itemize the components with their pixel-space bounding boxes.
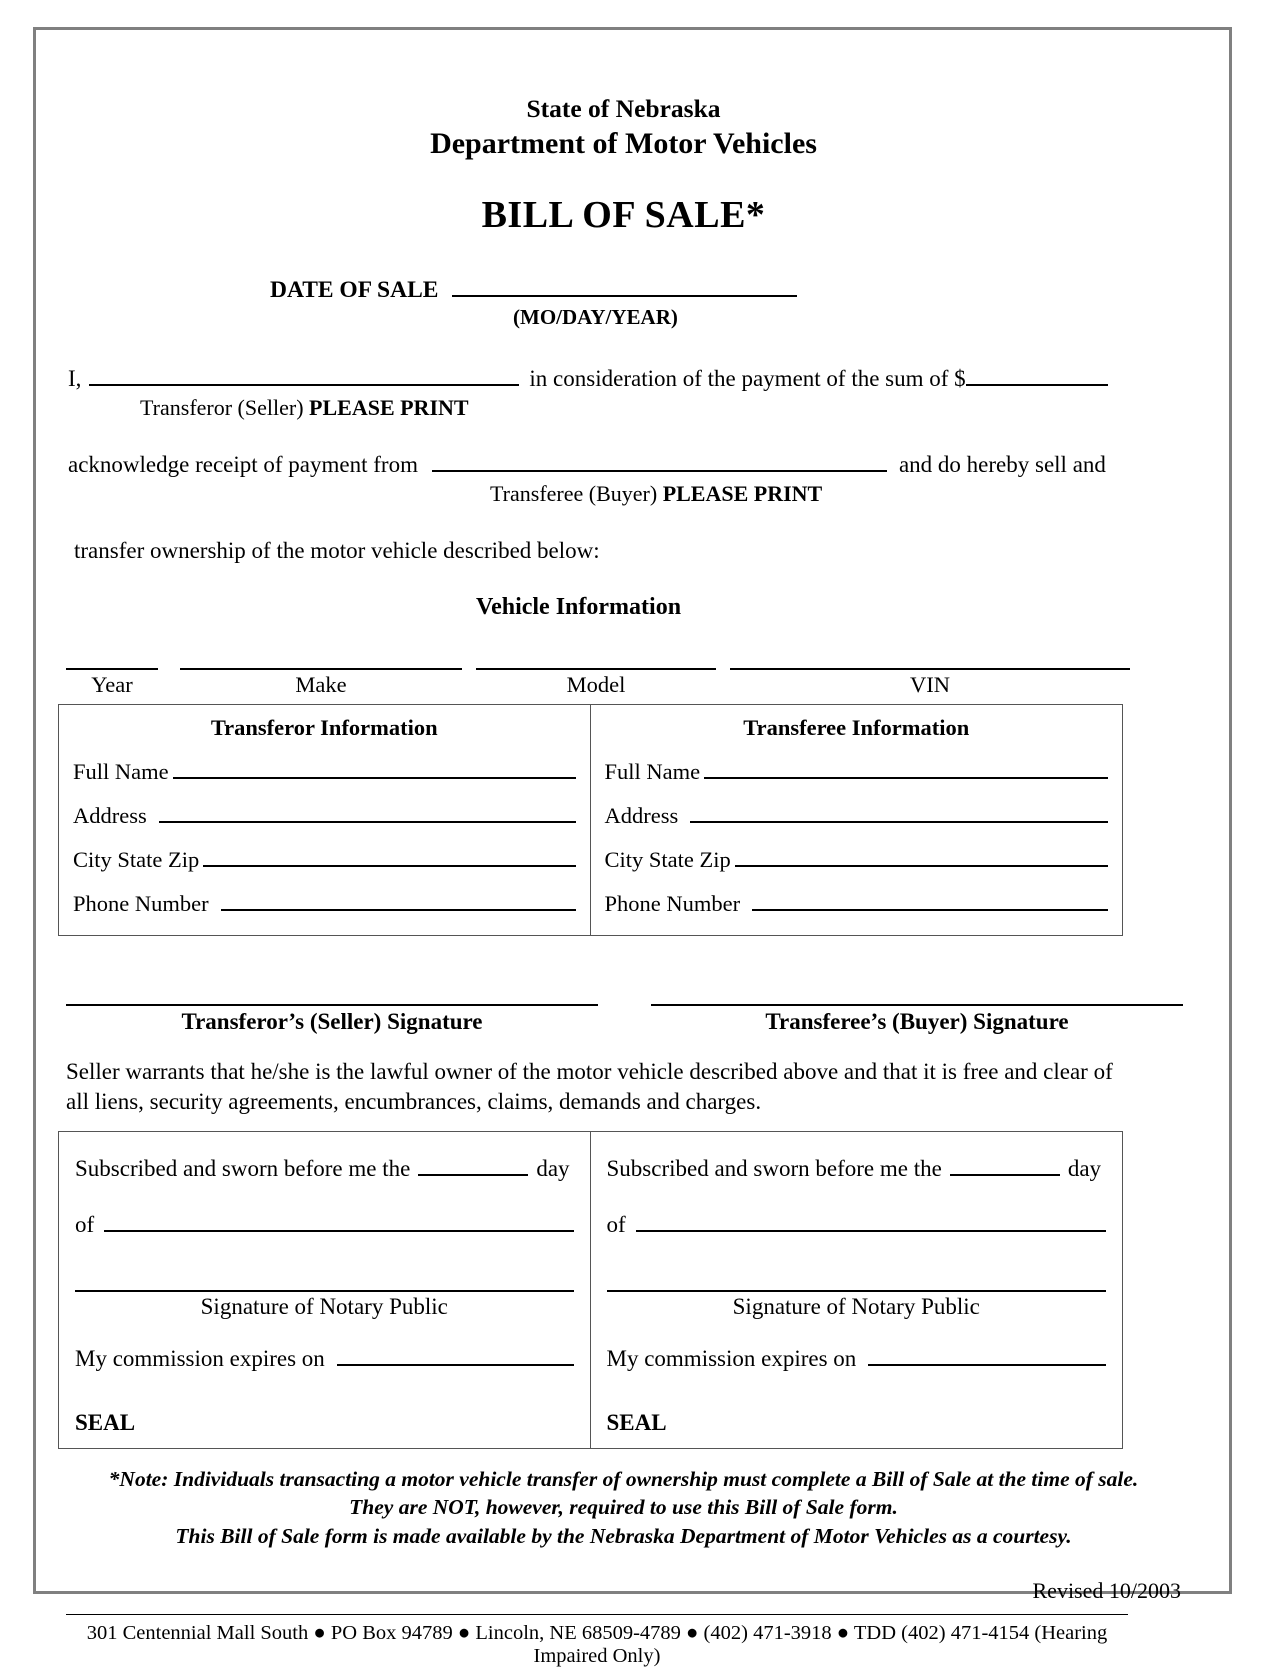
sale-amount-input[interactable] bbox=[966, 366, 1108, 386]
consideration-label: in consideration of the payment of the sum of $ bbox=[529, 366, 966, 392]
notary-table bbox=[58, 1131, 1123, 1449]
transferor-phone-label: Phone Number bbox=[73, 890, 209, 916]
notary-sworn-label-seller: Subscribed and sworn before me the bbox=[75, 1155, 411, 1181]
signature-row bbox=[58, 994, 1189, 1035]
transferor-information-title: Transferor Information bbox=[210, 714, 438, 740]
page-border-frame bbox=[33, 27, 1232, 1668]
buyer-caption-text: Transferee (Buyer) bbox=[490, 480, 663, 506]
page-title: BILL OF SALE* bbox=[481, 194, 766, 237]
notary-sworn-row-buyer bbox=[607, 1156, 1107, 1182]
transferee-full-name-label: Full Name bbox=[604, 758, 701, 784]
transferor-full-name-input[interactable] bbox=[173, 760, 576, 779]
footer-address: 301 Centennial Mall South ● PO Box 94789 ● Lincoln, NE 68509-4789 ● (402) 471-3918 ● TDD (402) 471-4154 (Hearing Impaired Only) bbox=[86, 1622, 1108, 1668]
party-information-table bbox=[58, 704, 1123, 936]
seller-caption bbox=[58, 395, 1189, 421]
warranty-paragraph: Seller warrants that he/she is the lawful owner of the motor vehicle described above and that it is free and clear of all liens, security agreements, encumbrances, claims, demands and charges. bbox=[66, 1058, 1113, 1114]
transferor-signature-block bbox=[66, 994, 633, 1035]
transferee-signature-input[interactable] bbox=[651, 994, 1183, 1006]
transferee-city-state-zip-input[interactable] bbox=[735, 848, 1108, 867]
notary-signature-input-seller[interactable] bbox=[75, 1280, 574, 1292]
vehicle-make-label: Make bbox=[295, 671, 347, 697]
transferor-phone-input[interactable] bbox=[221, 892, 576, 911]
transferor-city-state-zip-label: City State Zip bbox=[73, 846, 200, 872]
notary-signature-caption-seller: Signature of Notary Public bbox=[200, 1293, 448, 1319]
vehicle-model-input[interactable] bbox=[476, 656, 716, 670]
notary-month-row-buyer bbox=[607, 1212, 1107, 1238]
vehicle-model-label: Model bbox=[566, 671, 626, 697]
notary-signature-caption-buyer: Signature of Notary Public bbox=[732, 1293, 980, 1319]
transfer-ownership-text: transfer ownership of the motor vehicle described below: bbox=[74, 537, 600, 563]
transferor-full-name-label: Full Name bbox=[73, 758, 169, 784]
transferee-address-label: Address bbox=[604, 802, 679, 828]
transferor-phone-row bbox=[73, 891, 576, 917]
notary-month-input-seller[interactable] bbox=[104, 1213, 573, 1232]
transferee-full-name-input[interactable] bbox=[704, 760, 1108, 779]
notary-seal-label-buyer: SEAL bbox=[606, 1409, 667, 1435]
notary-day-word-buyer: day bbox=[1067, 1155, 1102, 1181]
notary-commission-row-buyer bbox=[607, 1346, 1107, 1372]
vehicle-make-input[interactable] bbox=[180, 656, 462, 670]
consideration-row bbox=[58, 365, 1189, 394]
notary-month-row-seller bbox=[75, 1212, 574, 1238]
notary-commission-label-seller: My commission expires on bbox=[75, 1345, 325, 1371]
notary-of-word-seller: of bbox=[75, 1211, 95, 1237]
footnote-block bbox=[58, 1465, 1189, 1551]
vehicle-make-field bbox=[180, 656, 462, 698]
transferor-signature-caption: Transferor’s (Seller) Signature bbox=[181, 1008, 483, 1034]
transferor-address-row bbox=[73, 803, 576, 829]
notary-day-input-seller[interactable] bbox=[418, 1157, 528, 1176]
transferee-address-input[interactable] bbox=[690, 804, 1108, 823]
transferor-signature-input[interactable] bbox=[66, 994, 598, 1006]
notary-day-input-buyer[interactable] bbox=[950, 1157, 1060, 1176]
footnote-line-2: They are NOT, however, required to use this Bill of Sale form. bbox=[349, 1495, 898, 1520]
notary-seal-label-seller: SEAL bbox=[75, 1409, 136, 1435]
date-of-sale-label: DATE OF SALE bbox=[270, 277, 439, 304]
revision-date: Revised 10/2003 bbox=[1032, 1578, 1181, 1604]
seller-please-print: PLEASE PRINT bbox=[309, 395, 469, 421]
transferee-address-row bbox=[605, 803, 1109, 829]
transferor-full-name-row bbox=[73, 759, 576, 785]
vehicle-information-heading: Vehicle Information bbox=[475, 593, 682, 620]
notary-sworn-row-seller bbox=[75, 1156, 574, 1182]
notary-signature-input-buyer[interactable] bbox=[607, 1280, 1107, 1292]
vehicle-fields-row bbox=[58, 656, 1189, 698]
transferee-phone-row bbox=[605, 891, 1109, 917]
vehicle-vin-input[interactable] bbox=[730, 656, 1130, 670]
transferor-address-input[interactable] bbox=[159, 804, 576, 823]
vehicle-year-label: Year bbox=[91, 671, 133, 697]
transferee-full-name-row bbox=[605, 759, 1109, 785]
footnote-line-3: This Bill of Sale form is made available by the Nebraska Department of Motor Vehicles as a courtesy. bbox=[175, 1523, 1072, 1548]
transferee-signature-caption: Transferee’s (Buyer) Signature bbox=[765, 1008, 1069, 1034]
buyer-name-input[interactable] bbox=[432, 452, 887, 472]
transferee-phone-input[interactable] bbox=[752, 892, 1108, 911]
and-do-hereby-label: and do hereby sell and bbox=[898, 452, 1106, 478]
notary-commission-input-buyer[interactable] bbox=[868, 1347, 1106, 1366]
transferee-signature-block bbox=[633, 994, 1189, 1035]
transferee-city-state-zip-row bbox=[605, 847, 1109, 873]
vehicle-vin-label: VIN bbox=[910, 671, 950, 697]
transferee-city-state-zip-label: City State Zip bbox=[604, 846, 731, 872]
acknowledge-row bbox=[58, 451, 1189, 480]
acknowledge-label: acknowledge receipt of payment from bbox=[68, 452, 418, 478]
transferee-information-title: Transferee Information bbox=[743, 714, 970, 740]
transferee-phone-label: Phone Number bbox=[604, 890, 741, 916]
notary-commission-row-seller bbox=[75, 1346, 574, 1372]
date-of-sale-row bbox=[58, 275, 1189, 304]
notary-block-seller bbox=[59, 1132, 591, 1448]
buyer-please-print: PLEASE PRINT bbox=[662, 480, 823, 506]
transferor-city-state-zip-row bbox=[73, 847, 576, 873]
vehicle-vin-field bbox=[730, 656, 1130, 698]
i-prefix-label: I, bbox=[68, 366, 82, 392]
notary-month-input-buyer[interactable] bbox=[636, 1213, 1106, 1232]
page-content-area bbox=[58, 52, 1207, 1668]
vehicle-year-input[interactable] bbox=[66, 656, 158, 670]
notary-sworn-label-buyer: Subscribed and sworn before me the bbox=[606, 1155, 942, 1181]
bill-of-sale-form bbox=[58, 52, 1189, 1668]
notary-block-buyer bbox=[591, 1132, 1123, 1448]
notary-commission-label-buyer: My commission expires on bbox=[606, 1345, 857, 1371]
transferor-information-box bbox=[59, 705, 591, 935]
footnote-line-1: *Note: Individuals transacting a motor vehicle transfer of ownership must complete a Bill of Sale at the time of sale. bbox=[108, 1466, 1139, 1491]
vehicle-model-field bbox=[476, 656, 716, 698]
notary-day-word-seller: day bbox=[536, 1155, 570, 1181]
notary-of-word-buyer: of bbox=[606, 1211, 626, 1237]
seller-name-input[interactable] bbox=[89, 366, 519, 386]
state-heading: State of Nebraska bbox=[526, 94, 721, 123]
transferor-city-state-zip-input[interactable] bbox=[203, 848, 575, 867]
seller-caption-text: Transferor (Seller) bbox=[140, 395, 310, 421]
buyer-caption bbox=[58, 481, 1189, 507]
department-heading: Department of Motor Vehicles bbox=[430, 127, 817, 161]
date-of-sale-input[interactable] bbox=[452, 275, 797, 297]
notary-commission-input-seller[interactable] bbox=[337, 1347, 574, 1366]
footer-divider bbox=[66, 1614, 1128, 1615]
transferor-address-label: Address bbox=[73, 802, 147, 828]
vehicle-year-field bbox=[66, 656, 158, 698]
transferee-information-box bbox=[591, 705, 1123, 935]
date-format-hint: (MO/DAY/YEAR) bbox=[513, 305, 678, 330]
